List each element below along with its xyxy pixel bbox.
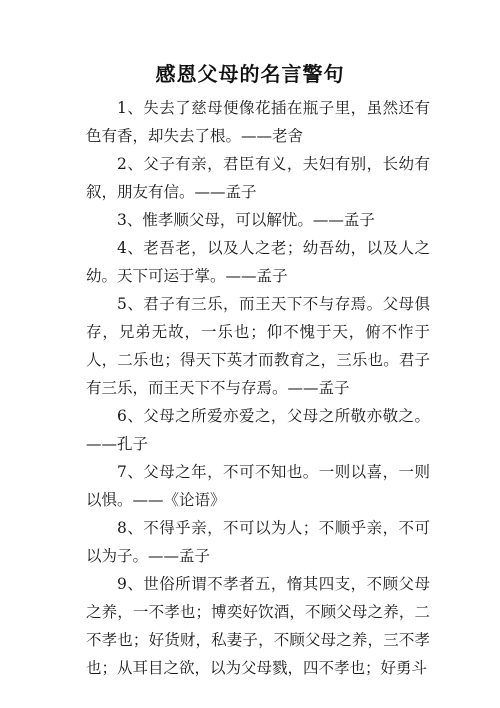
quote-item-5: 5、君子有三乐，而王天下不与存焉。父母俱存，兄弟无故，一乐也；仰不愧于天，俯不怍于人，二乐也；得天下英才而教育之，三乐也。君子有三乐，而王天下不与存焉。——孟子 — [86, 295, 430, 397]
quote-item-4: 4、老吾老，以及人之老；幼吾幼，以及人之幼。天下可运于掌。——孟子 — [86, 239, 430, 285]
quote-item-9: 9、世俗所谓不孝者五，惰其四支，不顾父母之养，一不孝也；博奕好饮酒，不顾父母之养，二不孝也；好货财，私妻子，不顾父母之养，三不孝也；从耳目之欲，以为父母戮，四不孝也；好勇斗 — [86, 575, 430, 677]
quote-item-1: 1、失去了慈母便像花插在瓶子里，虽然还有色有香，却失去了根。——老舍 — [86, 99, 430, 145]
quote-list — [86, 94, 430, 682]
quote-item-8: 8、不得乎亲，不可以为人；不顺乎亲，不可以为子。——孟子 — [86, 519, 430, 565]
quote-item-7: 7、父母之年，不可不知也。一则以喜，一则以惧。——《论语》 — [86, 463, 430, 509]
quote-item-6: 6、父母之所爱亦爱之，父母之所敬亦敬之。——孔子 — [86, 407, 430, 453]
page-title: 感恩父母的名言警句 — [155, 62, 345, 86]
quote-item-3: 3、惟孝顺父母，可以解忧。——孟子 — [117, 211, 375, 229]
quote-item-2: 2、父子有亲，君臣有义，夫妇有别，长幼有叙，朋友有信。——孟子 — [86, 155, 430, 201]
